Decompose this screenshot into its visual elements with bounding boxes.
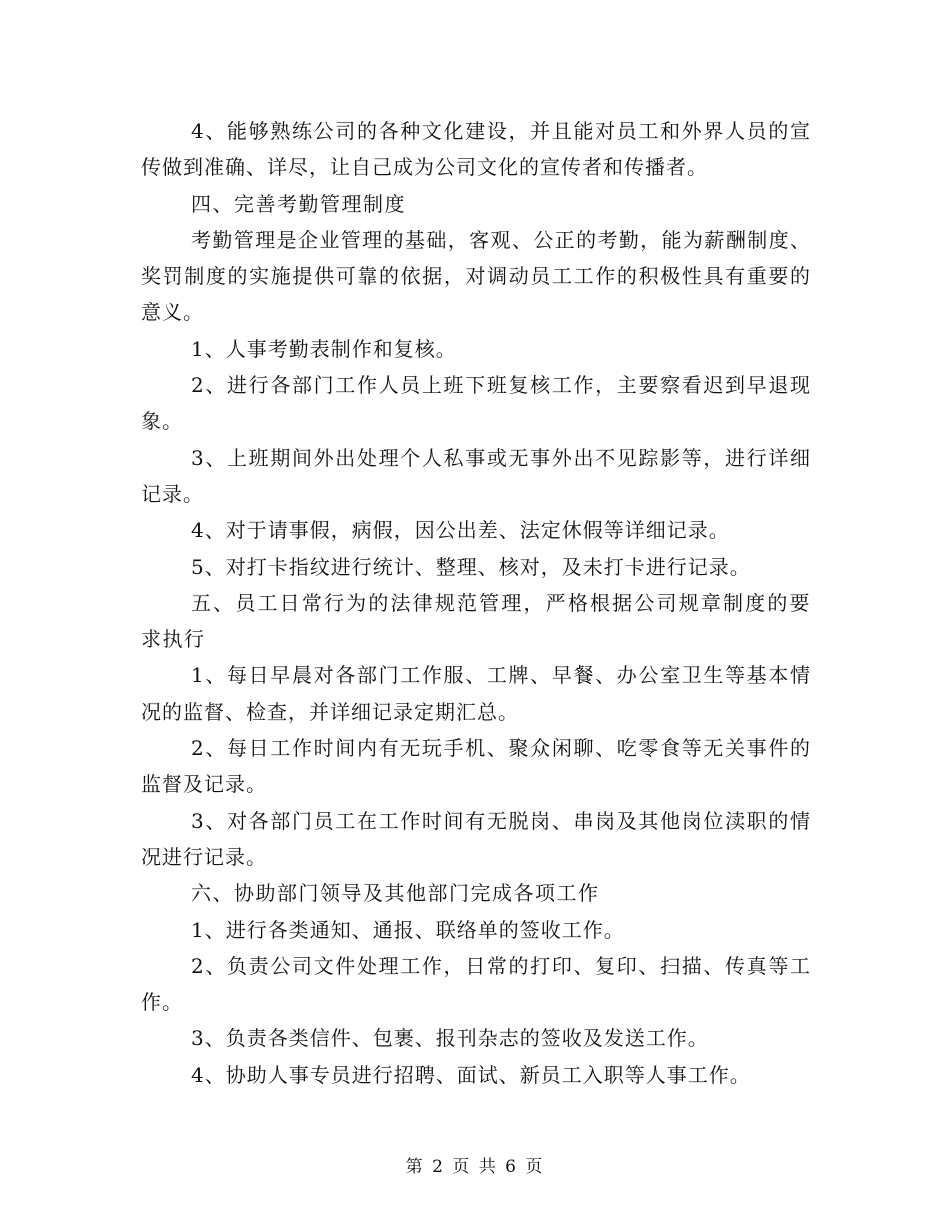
paragraph-item: 4、能够熟练公司的各种文化建设，并且能对员工和外界人员的宣传做到准确、详尽，让自己成为公司文化的宣传者和传播者。 — [141, 119, 811, 180]
document-body — [141, 113, 811, 1093]
paragraph-item: 2、每日工作时间内有无玩手机、聚众闲聊、吃零食等无关事件的监督及记录。 — [141, 736, 811, 797]
paragraph-item: 3、上班期间外出处理个人私事或无事外出不见踪影等，进行详细记录。 — [141, 445, 811, 506]
paragraph-item: 2、负责公司文件处理工作，日常的打印、复印、扫描、传真等工作。 — [141, 953, 811, 1015]
section-heading: 四、完善考勤管理制度 — [191, 191, 406, 216]
section-heading: 五、员工日常行为的法律规范管理，严格根据公司规章制度的要求执行 — [141, 590, 811, 652]
paragraph-item: 3、负责各类信件、包裹、报刊杂志的签收及发送工作。 — [191, 1026, 709, 1051]
paragraph-item: 5、对打卡指纹进行统计、整理、核对，及未打卡进行记录。 — [191, 554, 751, 579]
paragraph-body: 考勤管理是企业管理的基础，客观、公正的考勤，能为薪酬制度、奖罚制度的实施提供可靠的依据，对调动员工工作的积极性具有重要的意义。 — [141, 227, 811, 325]
paragraph-item: 1、人事考勤表制作和复核。 — [191, 336, 457, 361]
paragraph-item: 1、进行各类通知、通报、联络单的签收工作。 — [191, 917, 625, 942]
paragraph-item: 4、对于请事假，病假，因公出差、法定休假等详细记录。 — [191, 518, 730, 543]
paragraph-item: 1、每日早晨对各部门工作服、工牌、早餐、办公室卫生等基本情况的监督、检查，并详细记录定期汇总。 — [141, 663, 811, 724]
section-heading: 六、协助部门领导及其他部门完成各项工作 — [191, 881, 600, 906]
paragraph-item: 4、协助人事专员进行招聘、面试、新员工入职等人事工作。 — [191, 1062, 751, 1087]
page-number-footer: 第 2 页 共 6 页 — [405, 1157, 545, 1177]
paragraph-item: 2、进行各部门工作人员上班下班复核工作，主要察看迟到早退现象。 — [141, 373, 811, 434]
paragraph-item: 3、对各部门员工在工作时间有无脱岗、串岗及其他岗位渎职的情况进行记录。 — [141, 808, 811, 869]
